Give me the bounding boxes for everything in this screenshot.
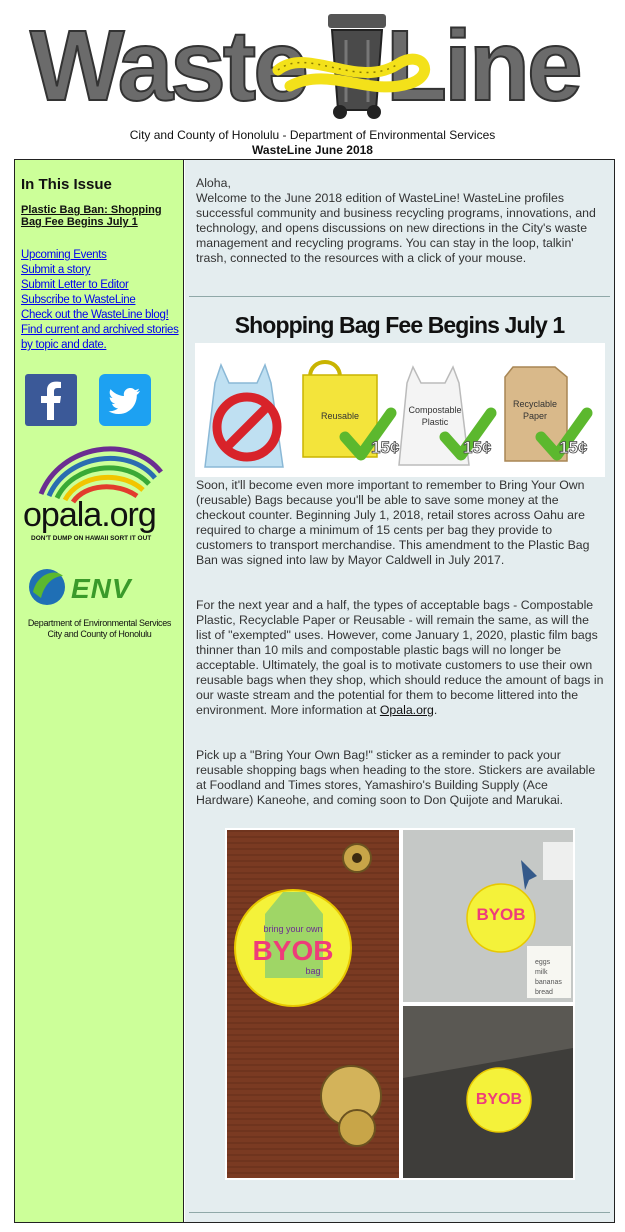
logo-text-line: Line [386, 10, 580, 122]
byob-sticker-photos [225, 828, 575, 1180]
svg-text:Compostable: Compostable [408, 405, 462, 415]
opala-logo[interactable] [21, 434, 171, 544]
article-paragraph-1: Soon, it'll become even more important to remember to Bring Your Own (reusable) Bags because you'll be able to save some money at the checkout counter. Beginning July 1, 2018, retail stores across Oahu are required to charge a minimum of 15 cents per bag they provide to customers to transport merchandise. This amendment to the Plastic Bag Ban was signed into law by Mayor Caldwell in July 2017. [196, 478, 590, 567]
subscribe-link[interactable]: Subscribe to WasteLine [21, 294, 136, 306]
wasteline-logo [28, 6, 598, 124]
svg-text:Plastic: Plastic [421, 417, 449, 427]
issue-title: WasteLine June 2018 [252, 143, 373, 157]
intro-text: Aloha, Welcome to the June 2018 edition of WasteLine! WasteLine profiles successful community and business recycling programs, innovations, and technology, and opens discussions on new directions in the City's waste management and recycling programs. You can stay in the loop, talkin' trash, connected to the resources with a click of your mouse. [196, 176, 596, 265]
svg-text:Reusable: Reusable [320, 411, 360, 421]
divider [189, 1212, 610, 1213]
svg-text:BYOB: BYOB [476, 905, 526, 924]
svg-text:Paper: Paper [522, 411, 548, 421]
svg-text:15¢: 15¢ [463, 438, 492, 457]
svg-text:bag: bag [305, 966, 321, 976]
svg-text:bread: bread [535, 989, 553, 996]
svg-text:15¢: 15¢ [559, 438, 588, 457]
opala-link[interactable]: Opala.org [379, 703, 434, 717]
newsletter-body [14, 159, 615, 1223]
facebook-icon[interactable] [25, 374, 77, 426]
submit-story-link[interactable]: Submit a story [21, 264, 91, 276]
sidebar-links [21, 248, 181, 353]
svg-text:bananas: bananas [535, 979, 562, 986]
svg-text:Recyclable: Recyclable [512, 399, 558, 409]
sidebar [15, 160, 184, 1222]
article-paragraph-2: For the next year and a half, the types of acceptable bags - Compostable Plastic, Recyclable Paper or Reusable - will remain the same, as will the list of "exempted" uses. However, come January 1, 2020, plastic film bags thinner than 10 mils and compostable plastic bags will no longer be acceptable. Ultimately, the goal is to motivate customers to use their own reusable bags when they shop, which should reduce the amount of bags in our waste stream and the potential for them to become littered into the environment. More information at Opala.org. [196, 598, 604, 717]
article-title: Shopping Bag Fee Begins July 1 [234, 312, 565, 338]
svg-text:opala.org: opala.org [23, 496, 156, 534]
svg-text:milk: milk [535, 969, 548, 976]
feature-article-link[interactable]: Plastic Bag Ban: Shopping Bag Fee Begins July 1 [21, 204, 162, 228]
logo-text-waste: Waste [30, 10, 306, 122]
main-content [185, 160, 614, 1222]
divider [189, 296, 610, 297]
svg-text:BYOB: BYOB [252, 935, 334, 966]
svg-text:DON'T DUMP ON HAWAII SORT IT O: DON'T DUMP ON HAWAII SORT IT OUT [31, 535, 152, 542]
upcoming-events-link[interactable]: Upcoming Events [21, 249, 107, 261]
env-caption: Department of Environmental Services City and County of Honolulu [27, 618, 172, 639]
svg-text:15¢: 15¢ [371, 438, 400, 457]
newsletter-header [0, 0, 625, 160]
bag-types-image [195, 343, 605, 477]
article-paragraph-3: Pick up a "Bring Your Own Bag!" sticker as a reminder to pack your reusable shopping bags when heading to the store. Stickers are available at Foodland and Times stores, Yamashiro's Building Supply (Ace Hardware) Kaneohe, and coming soon to Don Quijote and Marukai. [196, 748, 596, 807]
submit-letter-link[interactable]: Submit Letter to Editor [21, 279, 129, 291]
sidebar-title: In This Issue [21, 176, 112, 193]
department-name: City and County of Honolulu - Department of Environmental Services [129, 128, 496, 142]
svg-text:ENV: ENV [71, 573, 132, 604]
blog-link[interactable]: Check out the WasteLine blog! [21, 309, 169, 321]
env-logo[interactable] [27, 562, 167, 612]
archive-link[interactable]: Find current and archived stories by topic and date. [21, 324, 179, 351]
twitter-icon[interactable] [99, 374, 151, 426]
svg-text:BYOB: BYOB [475, 1091, 523, 1108]
svg-text:eggs: eggs [535, 959, 551, 966]
svg-text:bring your own: bring your own [263, 924, 323, 934]
